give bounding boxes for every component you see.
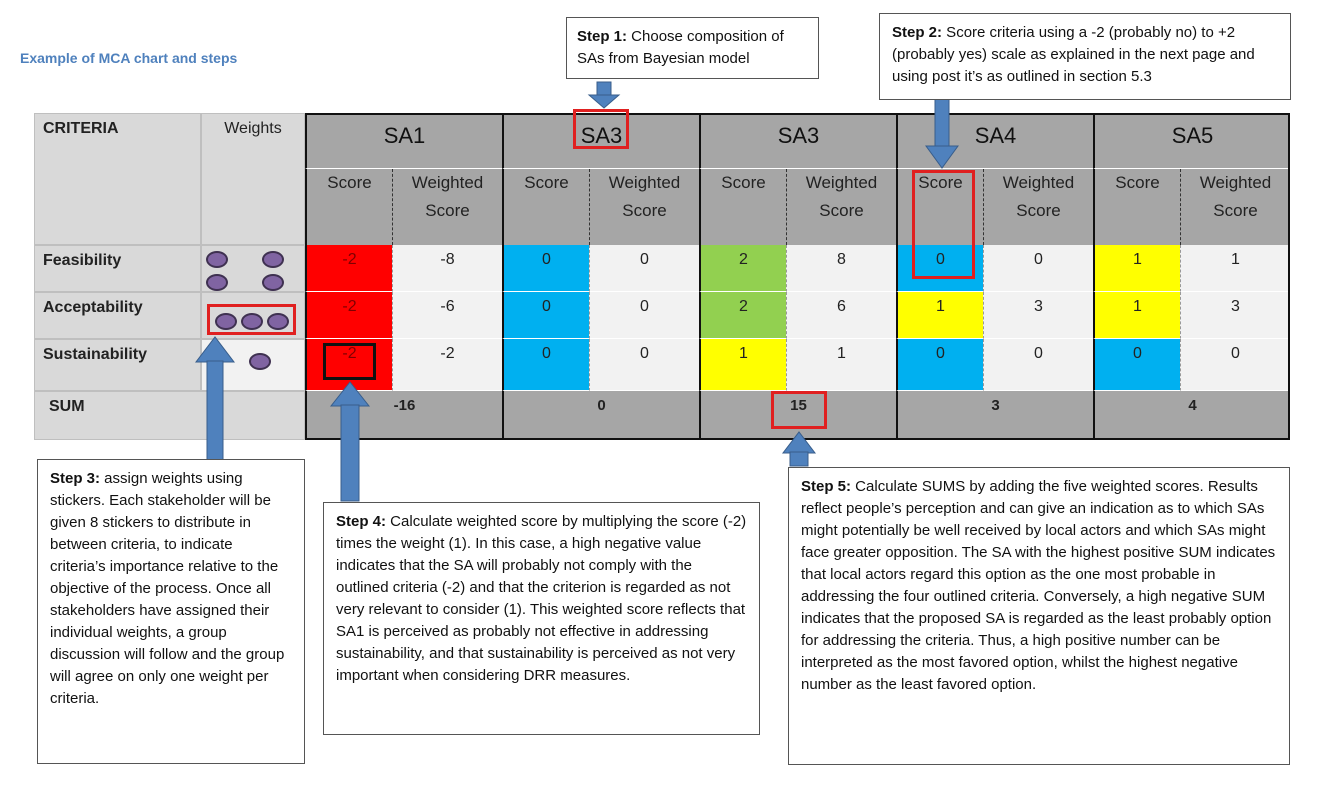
- score-subheader: Score: [896, 169, 983, 245]
- sa-header: SA1: [305, 113, 502, 169]
- step4-box: [323, 502, 760, 735]
- score-subheader: Score: [699, 169, 786, 245]
- weighted-label-score: Score: [622, 201, 667, 220]
- step5-text: Calculate SUMS by adding the five weighted scores. Results reflect people’s perception and can give an indication as to which SAs might potentially be well received by local actors and which SAs might face greater opposition. The SA with the highest positive SUM indicates that local actors regard this option as the one most probable in addressing the four outlined criteria. Conversely, a high negative SUM indicates that the proposed SA is regarded as the least probably option for addressing the criteria. Thus, a high positive number can be interpreted as the most favored option, whilst the highest negative number as the least favored option.: [801, 478, 1276, 693]
- weighted-label-score: Score: [819, 201, 864, 220]
- weighted-score-cell: 0: [589, 245, 699, 292]
- sum-value: 15: [699, 391, 896, 440]
- weighted-score-cell: -8: [392, 245, 502, 292]
- step1-box: [566, 17, 819, 79]
- criteria-header: CRITERIA: [34, 113, 201, 245]
- arrow-step4-icon: [331, 382, 369, 501]
- score-cell: 0: [1093, 339, 1180, 391]
- page-title: Example of MCA chart and steps: [20, 50, 238, 66]
- step3-box: [37, 459, 305, 764]
- step2-box: [879, 13, 1291, 100]
- weighted-label: Weighted: [411, 173, 484, 192]
- weighted-label-score: Score: [425, 201, 470, 220]
- weighted-score-cell: 0: [983, 339, 1093, 391]
- score-cell: 1: [896, 292, 983, 339]
- weighted-score-cell: 0: [1180, 339, 1290, 391]
- score-cell: 1: [1093, 292, 1180, 339]
- score-cell: -2: [305, 339, 392, 391]
- weighted-score-cell: 3: [983, 292, 1093, 339]
- weighted-score-cell: 1: [786, 339, 896, 391]
- score-cell: 2: [699, 292, 786, 339]
- weighted-score-cell: 0: [589, 339, 699, 391]
- weighted-score-cell: 0: [589, 292, 699, 339]
- score-cell: 0: [896, 245, 983, 292]
- score-subheader: Score: [502, 169, 589, 245]
- score-subheader: Score: [1093, 169, 1180, 245]
- arrow-step2-icon: [926, 99, 958, 168]
- sa-header: SA4: [896, 113, 1093, 169]
- step2-label: Step 2:: [892, 24, 943, 41]
- score-cell: 0: [502, 292, 589, 339]
- step4-text: Calculate weighted score by multiplying the score (-2) times the weight (1). In this case, a high negative value indicates that the SA will probably not comply with the outlined criteria (-2) and that the criterion is regarded as not very relevant to consider (1). This weighted score reflects that SA1 is perceived as probably not effective in addressing sustainability, and that sustainability is perceived as not very important when considering DRR measures.: [336, 513, 747, 684]
- score-cell: 0: [502, 339, 589, 391]
- score-cell: 1: [699, 339, 786, 391]
- weighted-label: Weighted: [1199, 173, 1272, 192]
- arrow-step3-icon: [196, 337, 234, 461]
- step2-text: Score criteria using a -2 (probably no) to +2 (probably yes) scale as explained in the next page and using post it’s as outlined in section 5.3: [892, 24, 1255, 85]
- sa-header: SA3: [502, 113, 699, 169]
- score-cell: -2: [305, 292, 392, 339]
- score-cell: 0: [896, 339, 983, 391]
- sa-header: SA5: [1093, 113, 1290, 169]
- sum-value: 0: [502, 391, 699, 440]
- sum-value: -16: [305, 391, 502, 440]
- criterion-label: Feasibility: [34, 245, 201, 292]
- step5-box: [788, 467, 1290, 765]
- weighted-label-score: Score: [1016, 201, 1061, 220]
- step1-label: Step 1:: [577, 28, 628, 45]
- score-subheader: Score: [305, 169, 392, 245]
- weights-header: Weights: [201, 113, 305, 245]
- weighted-score-cell: 8: [786, 245, 896, 292]
- step3-label: Step 3:: [50, 470, 101, 487]
- arrow-step1-icon: [589, 82, 619, 108]
- weighted-score-cell: -2: [392, 339, 502, 391]
- step5-label: Step 5:: [801, 478, 852, 495]
- weighted-score-cell: 3: [1180, 292, 1290, 339]
- weighted-score-cell: -6: [392, 292, 502, 339]
- weighted-score-cell: 0: [983, 245, 1093, 292]
- weighted-label-score: Score: [1213, 201, 1258, 220]
- weighted-label: Weighted: [1002, 173, 1075, 192]
- arrow-step5-icon: [783, 432, 815, 466]
- step1-text: Choose composition of SAs from Bayesian model: [577, 28, 784, 67]
- score-cell: 2: [699, 245, 786, 292]
- score-cell: -2: [305, 245, 392, 292]
- weighted-label: Weighted: [805, 173, 878, 192]
- weighted-score-cell: 6: [786, 292, 896, 339]
- sum-label: SUM: [34, 391, 305, 440]
- sum-value: 4: [1093, 391, 1290, 440]
- step4-label: Step 4:: [336, 513, 387, 530]
- sa-header: SA3: [699, 113, 896, 169]
- criterion-label: Acceptability: [34, 292, 201, 339]
- step3-text: assign weights using stickers. Each stakeholder will be given 8 stickers to distribute in between criteria, to indicate criteria’s importance relative to the objective of the process. Once all stakeholders have assigned their individual weights, a group discussion will follow and the group will agree on only one weight per criteria.: [50, 470, 285, 707]
- weighted-score-cell: 1: [1180, 245, 1290, 292]
- score-cell: 1: [1093, 245, 1180, 292]
- weighted-label: Weighted: [608, 173, 681, 192]
- criterion-label: Sustainability: [34, 339, 201, 391]
- score-cell: 0: [502, 245, 589, 292]
- sum-value: 3: [896, 391, 1093, 440]
